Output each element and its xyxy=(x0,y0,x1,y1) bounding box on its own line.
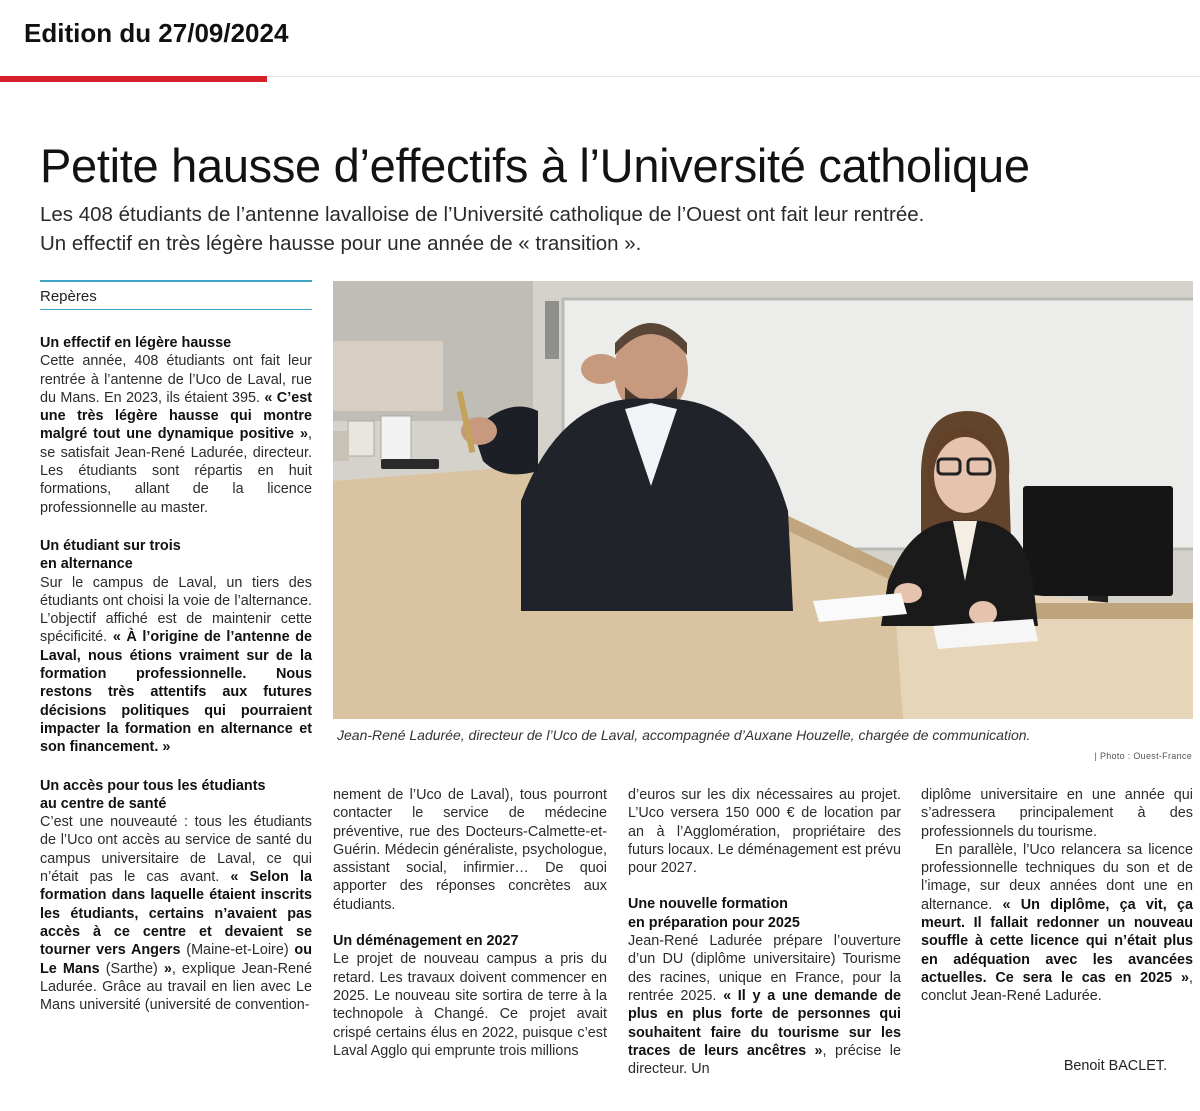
quote-span: « À l’origine de l’antenne de Laval, nous étions vraiment sur de la formation professionnelle. Nous restons très attentifs aux futures décisions politiques qui pourraient impacter la formation en alternance et son financement. » xyxy=(40,629,312,756)
photo-illustration xyxy=(333,281,1193,719)
reperes-top-rule xyxy=(40,280,312,282)
subheading-alternance xyxy=(40,537,312,574)
subheading-line: au centre de santé xyxy=(40,795,167,812)
subheading-sante xyxy=(40,777,312,814)
photo-caption: Jean-René Ladurée, directeur de l’Uco de Laval, accompagnée d’Auxane Houzelle, chargée de communication. xyxy=(337,727,1031,743)
text-span: (Maine-et-Loire) xyxy=(180,942,295,959)
quote-span: « Selon la formation dans laquelle étaient inscrits les étudiants, certains n’avaient pas accès à ce centre et devaient se tourner vers Angers xyxy=(40,869,312,959)
header-accent-bar xyxy=(0,76,267,82)
text-span: C’est une nouveauté : tous les étudiants de l’Uco ont accès au service de santé du campus universitaire de Laval, ce qui n’était pas le cas avant. xyxy=(40,814,312,886)
reperes-label: Repères xyxy=(40,288,97,305)
article-column-3 xyxy=(628,786,901,1078)
paragraph-nouvelle-formation xyxy=(628,932,901,1078)
subheading-nouvelle-formation xyxy=(628,895,901,932)
text-span: En parallèle, l’Uco relancera sa licence professionnelle techniques du son et de l’image, sur deux années dont une en alternance. xyxy=(921,841,1193,913)
subheading-demenagement: Un déménagement en 2027 xyxy=(333,933,519,950)
text-span: Sur le campus de Laval, un tiers des étudiants ont choisi la voie de l’alternance. L’objectif affiché est de maintenir cette spécificité. xyxy=(40,574,312,646)
article-standfirst xyxy=(40,200,1180,258)
article-column-2 xyxy=(333,786,607,1060)
text-span: Cette année, 408 étudiants ont fait leur rentrée à l’antenne de l’Uco de Laval, rue du Mans. En 2023, ils étaient 395. xyxy=(40,353,312,406)
photo-credit: | Photo : Ouest-France xyxy=(1094,751,1192,761)
edition-date: Edition du 27/09/2024 xyxy=(24,18,289,48)
subheading-line: en alternance xyxy=(40,556,133,573)
standfirst-line-1: Les 408 étudiants de l’antenne lavalloise de l’Université catholique de l’Ouest ont fait leur rentrée. xyxy=(40,203,925,226)
article-headline: Petite hausse d’effectifs à l’Université catholique xyxy=(40,139,1030,192)
paragraph-diplome: diplôme universitaire en une année qui s’adressera principalement à des professionnels du tourisme. xyxy=(921,787,1193,840)
subheading-line: en préparation pour 2025 xyxy=(628,914,800,931)
paragraph-sante xyxy=(40,813,312,1014)
quote-span: ou Le Mans xyxy=(40,942,312,977)
reperes-bottom-rule xyxy=(40,309,312,310)
text-span: , précise le directeur. Un xyxy=(628,1042,901,1078)
article-column-1 xyxy=(40,334,312,1014)
text-span: (Sarthe) xyxy=(99,960,164,977)
text-span: , explique Jean-René Ladurée. Grâce au travail en lien avec Le Mans université (université de convention- xyxy=(40,960,313,1014)
quote-span: « C’est une très légère hausse qui montre malgré tout une dynamique positive » xyxy=(40,389,312,443)
paragraph-medecine: nement de l’Uco de Laval), tous pourront contacter le service de médecine préventive, rue des Docteurs-Calmette-et-Guérin. Médecin généraliste, psychologue, assistant social, infirmier… De quoi apporter des réponses concrètes aux étudiants. xyxy=(333,787,607,913)
paragraph-effectif xyxy=(40,352,312,517)
subheading-effectif: Un effectif en légère hausse xyxy=(40,335,232,351)
article-column-4 xyxy=(921,786,1193,1006)
paragraph-alternance xyxy=(40,574,312,757)
subheading-line: Une nouvelle formation xyxy=(628,896,788,913)
quote-span: « Il y a une demande de plus en plus forte de personnes qui souhaitent faire du tourisme sur les traces de leurs ancêtres » xyxy=(628,987,901,1059)
article-photo xyxy=(333,281,1193,719)
author-signature: Benoit BACLET. xyxy=(1063,1058,1167,1074)
text-span: Jean-René Ladurée prépare l’ouverture d’un DU (diplôme universitaire) Tourisme des racines, unique en France, pour la rentrée 2025. xyxy=(628,933,901,1004)
standfirst-line-2: Un effectif en très légère hausse pour une année de « transition ». xyxy=(40,232,642,255)
paragraph-location: d’euros sur les dix nécessaires au projet. L’Uco versera 150 000 € de location par an à l’Agglomération, propriétaire des futurs locaux. Le déménagement est prévu pour 2027. xyxy=(628,787,901,877)
quote-span: « Un diplôme, ça vit, ça meurt. Il fallait redonner un nouveau souffle à cette licence qui n’était plus en adéquation avec les avancées actuelles. Ce sera le cas en 2025 » xyxy=(921,896,1193,986)
paragraph-licence xyxy=(921,841,1193,1006)
quote-span: » xyxy=(163,960,172,977)
text-span: , se satisfait Jean-René Ladurée, directeur. Les étudiants sont répartis en huit formations, allant de la licence professionnelle au master. xyxy=(40,426,312,516)
paragraph-demenagement: Le projet de nouveau campus a pris du retard. Les travaux doivent commencer en 2025. Le nouveau site sortira de terre à la technopole à Changé. Ce projet avait crispé certains élus en 2022, puisque c’est Laval Agglo qui emprunte trois millions xyxy=(333,951,607,1059)
subheading-line: Un étudiant sur trois xyxy=(40,537,181,554)
text-span: , conclut Jean-René Ladurée. xyxy=(921,969,1193,1005)
subheading-line: Un accès pour tous les étudiants xyxy=(40,777,266,794)
